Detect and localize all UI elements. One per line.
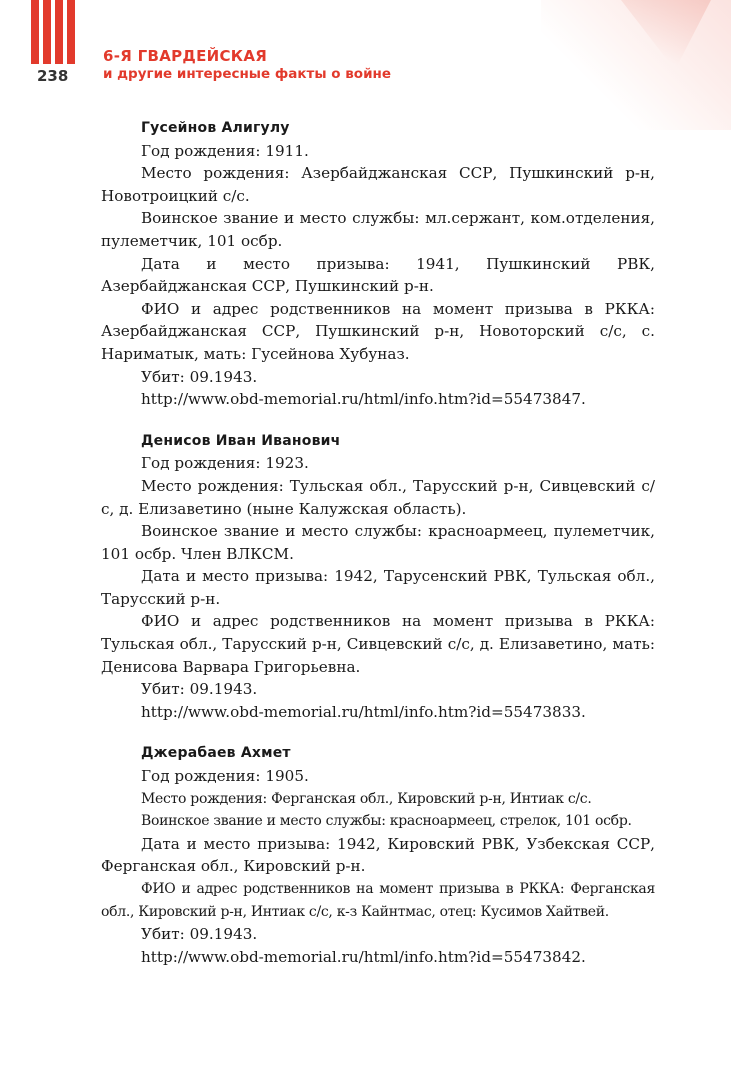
person-entry [101,742,655,968]
birth-year: Год рождения: 1923. [141,454,309,473]
conscription: Дата и место призыва: 1942, Тарусенский РВК, Тульская обл., Тарусский р-н. [101,567,655,608]
killed-date: Убит: 09.1943. [141,367,258,386]
running-header-subtitle: и другие интересные факты о войне [103,66,392,82]
killed-date: Убит: 09.1943. [141,925,258,944]
person-name: Гусейнов Алигулу [141,120,290,136]
running-header-title: 6-Я ГВАРДЕЙСКАЯ [103,47,268,65]
rank-and-service: Воинское звание и место службы: красноармеец, пулеметчик, 101 осбр. Член ВЛКСМ. [101,522,655,563]
person-name: Денисов Иван Иванович [141,432,341,449]
birth-place: Место рождения: Тульская обл., Тарусский р-н, Сивцевский с/с, д. Елизаветино (ныне Калужская область). [101,476,655,518]
person-name: Джерабаев Ахмет [141,745,291,762]
relatives: ФИО и адрес родственников на момент призыва в РККА: Тульская обл., Тарусский р-н, Сивцевский с/с, д. Елизаветино, мать: Денисова Варвара Григорьевна. [101,612,655,676]
birth-year: Год рождения: 1911. [141,141,309,160]
killed-date: Убит: 09.1943. [141,680,258,699]
running-header [103,47,391,83]
conscription: Дата и место призыва: 1941, Пушкинский РВК, Азербайджанская ССР, Пушкинский р-н. [101,254,655,296]
birth-year: Год рождения: 1905. [141,767,309,786]
birth-place: Место рождения: Азербайджанская ССР, Пушкинский р-н, Новотроицкий с/с. [101,164,655,205]
source-url: http://www.obd-memorial.ru/html/info.htm?id=55473842. [141,947,586,966]
rank-and-service: Воинское звание и место службы: красноармеец, стрелок, 101 осбр. [141,813,632,830]
relatives: ФИО и адрес родственников на момент призыва в РККА: Азербайджанская ССР, Пушкинский р-н, Новоторский с/с, с. Нариматык, мать: Гусейнова Хубуназ. [101,299,655,363]
person-entry [101,117,655,411]
relatives: ФИО и адрес родственников на момент призыва в РККА: Ферганская обл., Кировский р-н, Интиак с/с, к-з Кайнтмас, отец: Кусимов Хайтвей. [101,881,655,920]
page-number: 238 [37,67,69,85]
page-body [101,117,655,987]
birth-place: Место рождения: Ферганская обл., Кировский р-н, Интиак с/с. [141,790,592,807]
source-url: http://www.obd-memorial.ru/html/info.htm?id=55473847. [141,390,586,409]
rank-and-service: Воинское звание и место службы: мл.сержант, ком.отделения, пулеметчик, 101 осбр. [101,209,655,250]
corner-decoration [541,0,731,130]
person-entry [101,430,655,724]
conscription: Дата и место призыва: 1942, Кировский РВК, Узбекская ССР, Ферганская обл., Кировский р-н. [101,834,655,876]
source-url: http://www.obd-memorial.ru/html/info.htm?id=55473833. [141,702,586,721]
